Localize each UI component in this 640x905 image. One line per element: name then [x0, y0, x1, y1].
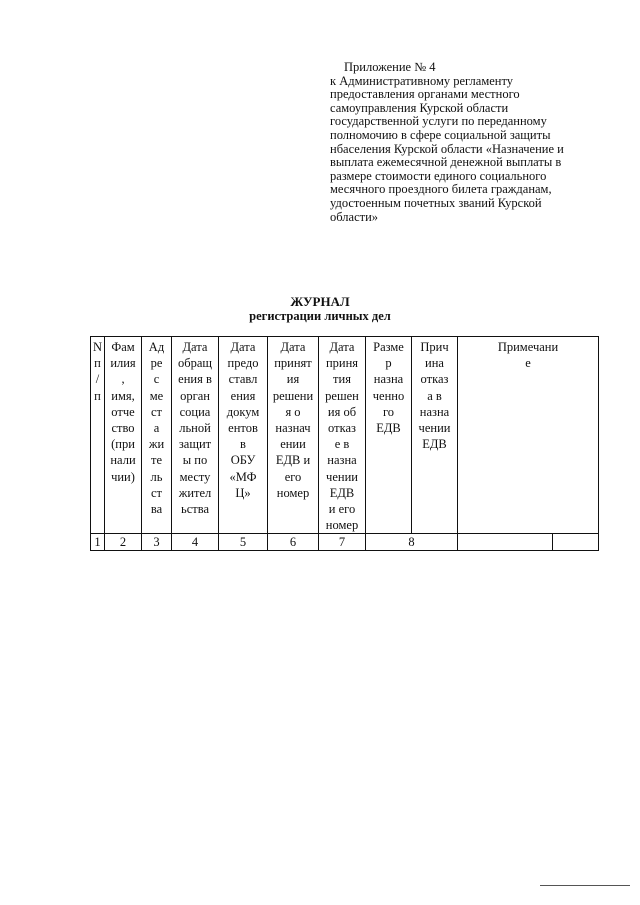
header-line: чении: [326, 469, 358, 484]
header-line: ль: [150, 469, 163, 484]
header-line: чении: [418, 421, 451, 436]
header-line: с: [153, 372, 160, 387]
col-header-notes: [458, 337, 599, 534]
journal-title: ЖУРНАЛ: [290, 294, 350, 309]
appendix-line: самоуправления Курской области: [330, 100, 509, 115]
header-line: его: [284, 469, 302, 484]
header-line: назна: [373, 372, 404, 387]
header-line: го: [382, 404, 395, 419]
header-line: те: [150, 453, 162, 468]
header-line: Прич: [420, 340, 449, 354]
header-line: жи: [148, 437, 165, 452]
header-line: принят: [274, 356, 312, 371]
col-header-application-date: [172, 337, 219, 534]
appendix-line: к Административному регламенту: [330, 73, 514, 88]
header-line: Дата: [280, 340, 306, 354]
header-line: решен: [325, 388, 359, 403]
header-line: номер: [325, 518, 359, 533]
appendix-line: нбаселения Курской области «Назначение и: [330, 141, 564, 156]
header-line: ении: [280, 437, 306, 452]
header-line: ьства: [181, 502, 209, 517]
header-line: ст: [150, 404, 162, 419]
header-line: нали: [110, 453, 136, 468]
header-line: отказ: [420, 372, 449, 387]
header-line: а в: [427, 388, 442, 403]
column-number: 3: [142, 534, 172, 551]
header-line: п: [94, 388, 101, 403]
appendix-line: полномочию в сфере социальной защиты: [330, 127, 551, 142]
header-line: р: [385, 356, 392, 371]
header-line: назна: [327, 453, 357, 468]
header-line: Дата: [182, 340, 208, 354]
col-header-fullname: [105, 337, 142, 534]
header-line: Ад: [148, 340, 165, 354]
appendix-line: области»: [330, 209, 379, 224]
column-number: [458, 534, 553, 551]
header-line: ство: [111, 421, 135, 436]
header-line: предо: [227, 356, 259, 371]
header-line: N: [92, 340, 103, 354]
header-line: ы по: [182, 453, 208, 468]
header-line: п: [94, 356, 101, 371]
header-line: и его: [328, 502, 356, 517]
column-number: 4: [172, 534, 219, 551]
column-number-row: [91, 534, 599, 551]
footer-rule: [540, 885, 630, 886]
appendix-line: месячного проездного билета гражданам,: [330, 182, 552, 197]
column-number: 8: [366, 534, 458, 551]
header-line: ЕДВ: [329, 485, 355, 500]
column-number: 5: [219, 534, 268, 551]
appendix-header: [330, 61, 600, 224]
header-line: Дата: [230, 340, 256, 354]
col-header-number: [91, 337, 105, 534]
appendix-line: размере стоимости единого социального: [330, 168, 547, 183]
journal-subtitle: регистрации личных дел: [249, 309, 391, 323]
header-line: приня: [325, 356, 359, 371]
header-line: Ц»: [235, 485, 251, 500]
header-line: ения: [230, 388, 256, 403]
header-line: ения в: [178, 372, 212, 387]
column-number: 2: [105, 534, 142, 551]
header-line: ме: [149, 388, 164, 403]
header-line: ЕДВ и: [275, 453, 311, 468]
header-line: Примечани: [497, 340, 559, 354]
header-line: ия: [286, 372, 300, 387]
header-line: ия об: [327, 404, 357, 419]
header-line: ченно: [372, 388, 405, 403]
header-line: ЕДВ: [376, 421, 401, 436]
header-line: чии): [111, 469, 135, 484]
header-line: илия: [110, 356, 136, 371]
header-line: месту: [179, 469, 211, 484]
column-number: 6: [268, 534, 319, 551]
header-line: Дата: [329, 340, 355, 354]
appendix-line: государственной услуги по переданному: [330, 114, 547, 129]
header-line: тия: [333, 372, 351, 387]
header-line: Разме: [373, 340, 404, 354]
header-line: докум: [226, 404, 260, 419]
header-line: ОБУ: [230, 453, 256, 468]
header-line: е в: [334, 437, 350, 452]
appendix-line: выплата ежемесячной денежной выплаты в: [330, 155, 562, 170]
header-line: в: [240, 437, 246, 452]
header-line: а: [153, 421, 160, 436]
header-line: ,: [121, 372, 125, 387]
col-header-documents-date: [219, 337, 268, 534]
col-header-address: [142, 337, 172, 534]
header-line: ре: [150, 356, 163, 371]
col-header-refusal-decision: [319, 337, 366, 534]
header-line: имя,: [111, 388, 135, 403]
header-line: назнач: [275, 421, 311, 436]
header-line: отче: [111, 404, 135, 419]
column-number: [553, 534, 599, 551]
col-header-refusal-reason: [412, 337, 458, 534]
appendix-line: предоставления органами местного: [330, 87, 520, 102]
header-line: «МФ: [229, 469, 257, 484]
appendix-line: удостоенным почетных званий Курской: [330, 195, 542, 210]
header-line: (при: [111, 437, 135, 452]
header-line: решени: [272, 388, 314, 403]
col-header-assignment-decision: [268, 337, 319, 534]
header-line: обращ: [177, 356, 213, 371]
header-line: ставл: [228, 372, 258, 387]
header-line: орган: [180, 388, 210, 403]
col-header-amount: [366, 337, 412, 534]
header-line: ЕДВ: [422, 437, 447, 452]
header-line: номер: [276, 485, 310, 500]
header-line: /: [95, 372, 100, 387]
header-line: отказ: [328, 421, 356, 436]
header-line: ентов: [228, 421, 258, 436]
header-line: назна: [419, 404, 450, 419]
header-line: Фам: [111, 340, 135, 354]
journal-table: [90, 336, 599, 551]
header-line: ина: [425, 356, 444, 371]
header-line: ст: [150, 485, 162, 500]
header-line: социа: [179, 404, 211, 419]
appendix-line: Приложение № 4: [344, 60, 436, 74]
header-line: защит: [178, 437, 212, 452]
header-line: е: [525, 356, 531, 371]
header-line: ва: [150, 502, 163, 517]
table-header-row: [91, 337, 599, 534]
column-number: 7: [319, 534, 366, 551]
column-number: 1: [91, 534, 105, 551]
header-line: я о: [285, 404, 301, 419]
header-line: льной: [179, 421, 211, 436]
header-line: жител: [178, 485, 212, 500]
